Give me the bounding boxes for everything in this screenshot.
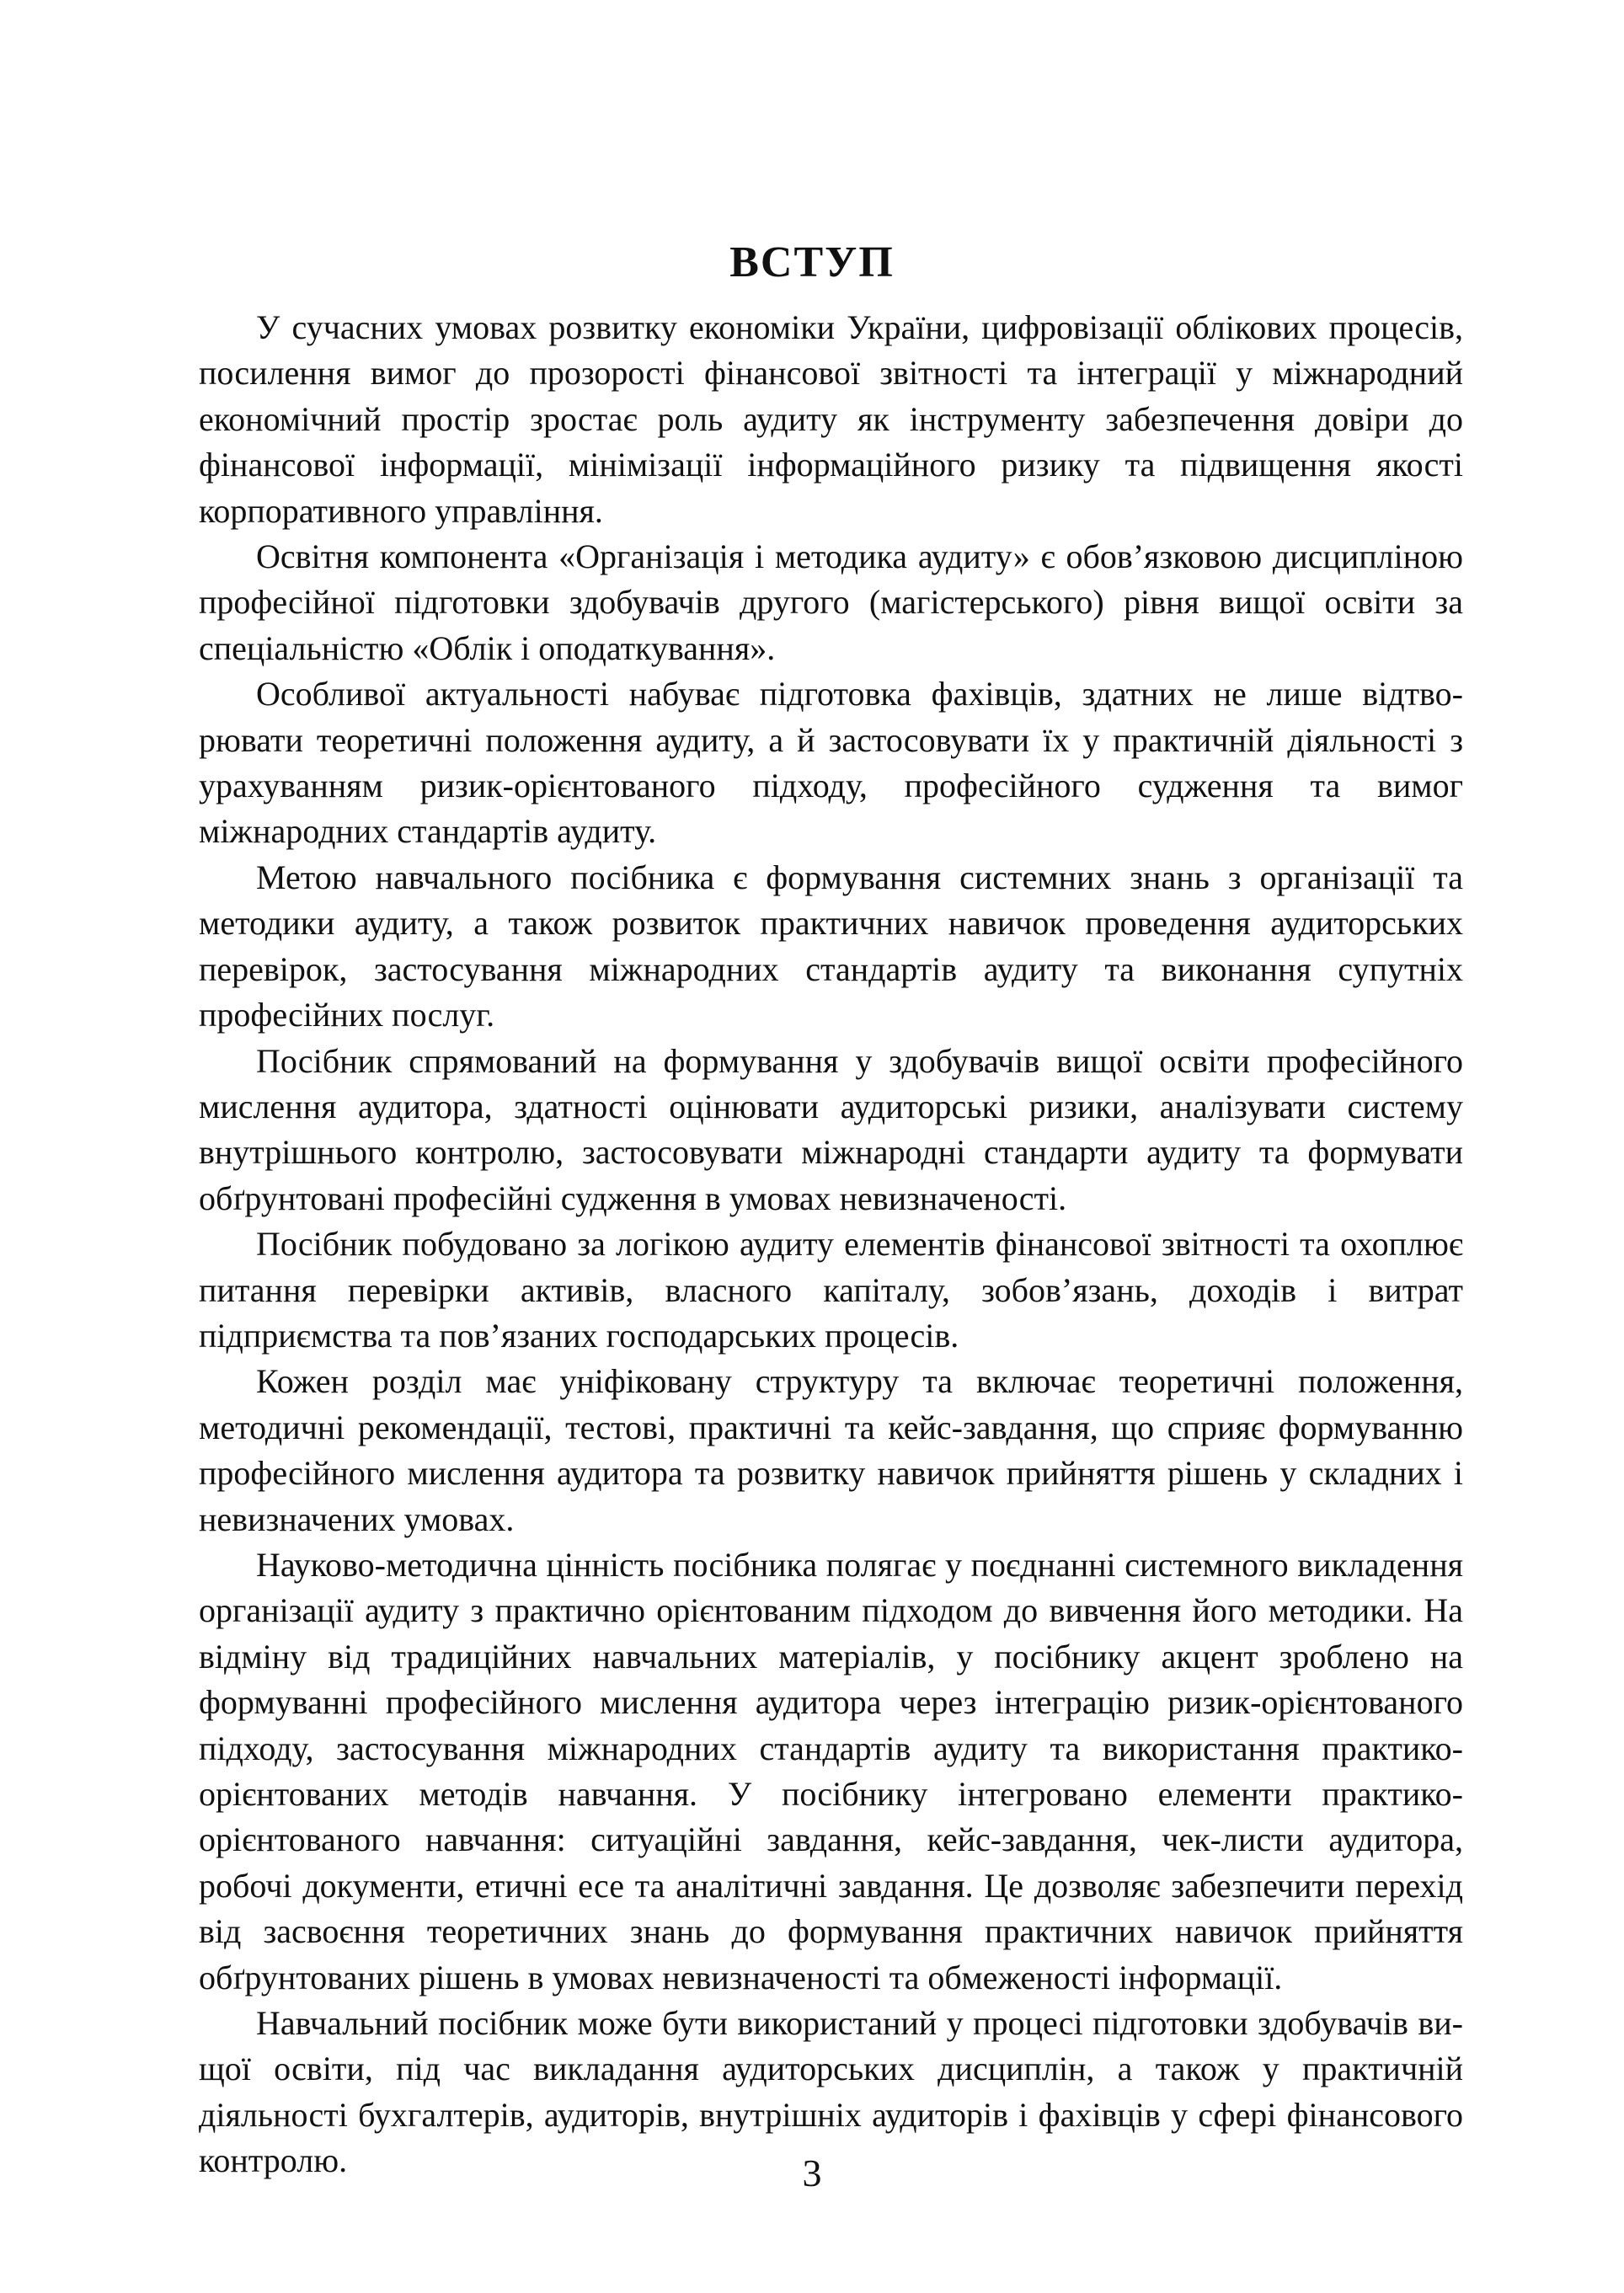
paragraph-9: Навчальний посібник може бути використаний у процесі підготовки здобувачів вищої освіти, під час викладання аудиторських дисциплін, а також у практичній діяльності бухгалтерів, аудиторів, внутрішніх аудиторів і фахівців у сфері фінансового контролю.: [199, 2004, 1463, 2180]
body-text: [199, 305, 1463, 2184]
paragraph-8: Науково-методична цінність посібника полягає у поєднанні системного викладення організації аудиту з практично орієнтованим підходом до вивчення його методики. На відміну від традиційних навчальних матеріалів, у посібнику акцент зроблено на формуванні професійного мислення аудитора через інтеграцію ризик-орієнтованого підходу, застосування міжнародних стандартів аудиту та використання практико-орієнтованих методів навчання. У посібнику інтегровано елементи практико-орієнтованого навчання: ситуаційні завдання, кейс-завдання, чек-листи аудитора, робочі документи, етичні есе та аналітичні завдання. Це дозволяє забезпечити перехід від засвоєння теоретичних знань до формування практичних навичок прийняття обґрунтованих рішень в умовах невизначеності та обмеженості інформації.: [199, 1545, 1463, 1996]
paragraph-7: Кожен розділ має уніфіковану структуру та включає теоретичні положення, методичні рекомендації, тестові, практичні та кейс-завдання, що сприяє формуванню професійного мислення аудитора та розвитку навичок прийняття рішень у складних і невизначених умовах.: [199, 1362, 1463, 1538]
paragraph-2: Освітня компонента «Організація і методика аудиту» є обов’язковою дисципліною професійної підготовки здобувачів другого (магістерського) рівня вищої освіти за спеціальністю «Облік і оподаткування».: [199, 537, 1463, 667]
page-number: 3: [802, 2151, 822, 2194]
paragraph-1: У сучасних умовах розвитку економіки України, цифровізації облікових процесів, посилення вимог до прозорості фінансової звітності та інтеграції у міжнародний економічний простір зростає роль аудиту як інструменту забезпечення довіри до фінансової інформації, мінімізації інформаційного ризику та підвищення якості корпоративного управління.: [199, 308, 1463, 530]
page-title: ВСТУП: [729, 238, 895, 286]
paragraph-3: Особливої актуальності набуває підготовка фахівців, здатних не лише відтворювати теоретичні положення аудиту, а й застосовувати їх у практичній діяльності з урахуванням ризик-орієнтованого підходу, професійного судження та вимог міжнародних стандартів аудиту.: [199, 675, 1463, 851]
paragraph-4: Метою навчального посібника є формування системних знань з організації та методики аудиту, а також розвиток практичних навичок проведення аудиторських перевірок, застосування міжнародних стандартів аудиту та виконання супутніх професійних послуг.: [199, 858, 1463, 1034]
paragraph-5: Посібник спрямований на формування у здобувачів вищої освіти професійного мислення аудитора, здатності оцінювати аудиторські ризики, аналізувати систему внутрішнього контролю, застосовувати міжнародні стандарти аудиту та формувати обґрунтовані професійні судження в умовах невизначеності.: [199, 1041, 1463, 1217]
paragraph-6: Посібник побудовано за логікою аудиту елементів фінансової звітності та охоплює питання перевірки активів, власного капіталу, зобов’язань, доходів і витрат підприємства та пов’язаних господарських процесів.: [199, 1225, 1463, 1355]
